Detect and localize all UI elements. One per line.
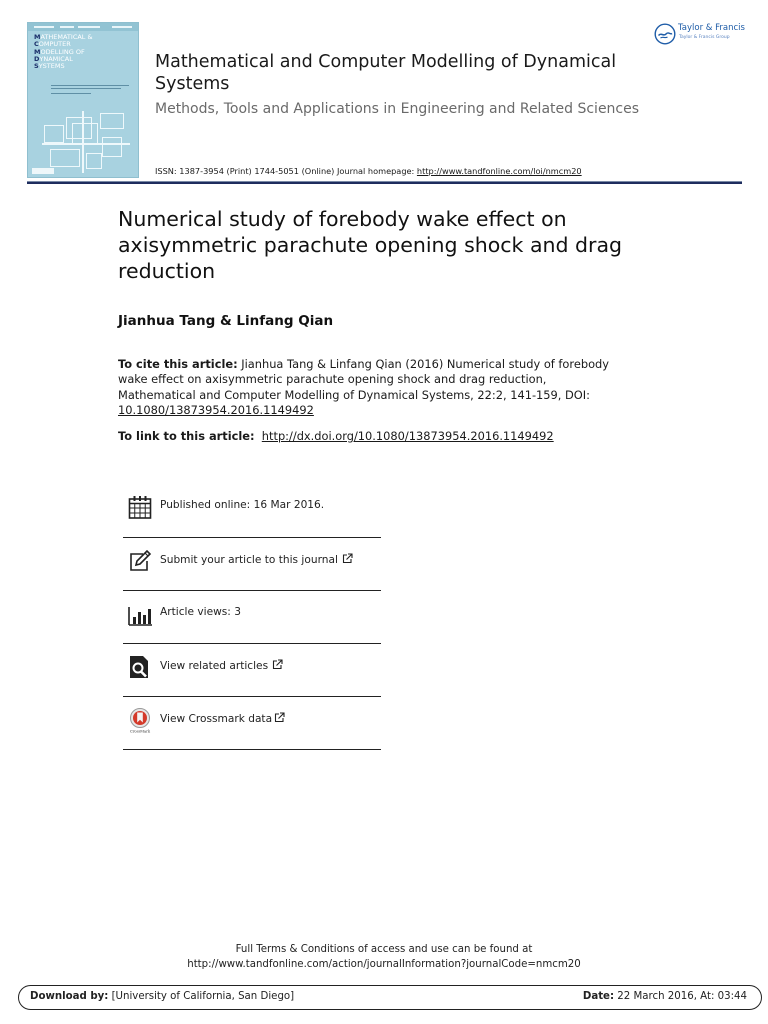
submit-article-label: Submit your article to this journal xyxy=(160,554,338,566)
related-articles-label: View related articles xyxy=(160,660,269,672)
download-by-value: [University of California, San Diego] xyxy=(108,991,295,1002)
article-views-text: Article views: 3 xyxy=(160,606,241,618)
submit-article-link[interactable] xyxy=(160,553,353,566)
article-link-label: To link to this article: xyxy=(118,429,255,443)
publisher-group: Taylor & Francis Group xyxy=(679,35,730,40)
journal-subtitle: Methods, Tools and Applications in Engineering and Related Sciences xyxy=(155,101,640,117)
journal-title: Mathematical and Computer Modelling of Dynamical Systems xyxy=(155,52,617,94)
info-item-submit[interactable] xyxy=(123,538,381,591)
terms-url[interactable]: http://www.tandfonline.com/action/journalInformation?journalCode=nmcm20 xyxy=(187,959,581,970)
external-link-icon xyxy=(342,553,353,564)
crossmark-label: View Crossmark data xyxy=(160,713,273,725)
download-by xyxy=(30,991,294,1002)
info-item-crossmark[interactable] xyxy=(123,697,381,750)
citation-doi-link[interactable]: 10.1080/13873954.2016.1149492 xyxy=(118,402,314,417)
edit-icon xyxy=(127,548,153,574)
related-articles-link[interactable] xyxy=(160,659,283,672)
download-info-bar xyxy=(18,985,762,1010)
info-item-related[interactable] xyxy=(123,644,381,697)
terms-and-conditions xyxy=(0,942,768,972)
published-online-text: Published online: 16 Mar 2016. xyxy=(160,499,325,511)
article-title: Numerical study of forebody wake effect on axisymmetric parachute opening shock and drag reduction xyxy=(118,207,623,283)
cover-publisher-logo xyxy=(32,168,54,174)
search-document-icon xyxy=(127,654,153,680)
article-link-line xyxy=(118,429,678,444)
download-date xyxy=(583,991,747,1002)
article-authors: Jianhua Tang & Linfang Qian xyxy=(118,313,334,329)
calendar-icon xyxy=(127,494,153,520)
issn-line xyxy=(155,166,582,176)
download-date-label: Date: xyxy=(582,991,615,1002)
taylor-francis-logo-icon xyxy=(654,23,676,45)
citation-text: Jianhua Tang & Linfang Qian (2016) Numerical study of forebody wake effect on axisymmetric parachute opening shock and drag reduction, Mathematical and Computer Modelling of Dynamical Systems, 22:2, 141-159, DOI: xyxy=(118,357,610,402)
journal-homepage-link[interactable]: http://www.tandfonline.com/loi/nmcm20 xyxy=(416,166,582,176)
external-link-icon xyxy=(272,659,283,670)
download-by-label: Download by: xyxy=(30,991,109,1002)
article-doi-link[interactable]: http://dx.doi.org/10.1080/13873954.2016.1149492 xyxy=(261,429,554,443)
journal-cover-image xyxy=(27,22,139,178)
crossmark-link[interactable] xyxy=(160,712,285,725)
info-item-views xyxy=(123,591,381,644)
bar-chart-icon xyxy=(127,601,153,627)
download-date-value: 22 March 2016, At: 03:44 xyxy=(614,991,747,1002)
article-info-list xyxy=(123,484,381,750)
crossmark-icon xyxy=(127,705,153,735)
cover-illustration xyxy=(42,111,130,173)
info-item-published xyxy=(123,484,381,537)
cover-top-bar xyxy=(28,23,138,31)
cover-title: MATHEMATICAL & COMPUTER MODELLING OF DYNAMICAL SYSTEMS xyxy=(34,33,93,71)
crossmark-badge-text: CrossMark xyxy=(129,729,151,734)
citation-block xyxy=(118,357,618,418)
publisher-name: Taylor & Francis xyxy=(678,23,745,33)
external-link-icon xyxy=(274,712,285,723)
terms-line-1: Full Terms & Conditions of access and use can be found at xyxy=(235,944,533,955)
issn-text: ISSN: 1387-3954 (Print) 1744-5051 (Online) Journal homepage: xyxy=(155,166,417,176)
cover-subtitle-lines xyxy=(51,85,131,96)
publisher-logo[interactable] xyxy=(654,22,748,48)
citation-label: To cite this article: xyxy=(118,357,238,371)
header-divider xyxy=(27,182,742,184)
